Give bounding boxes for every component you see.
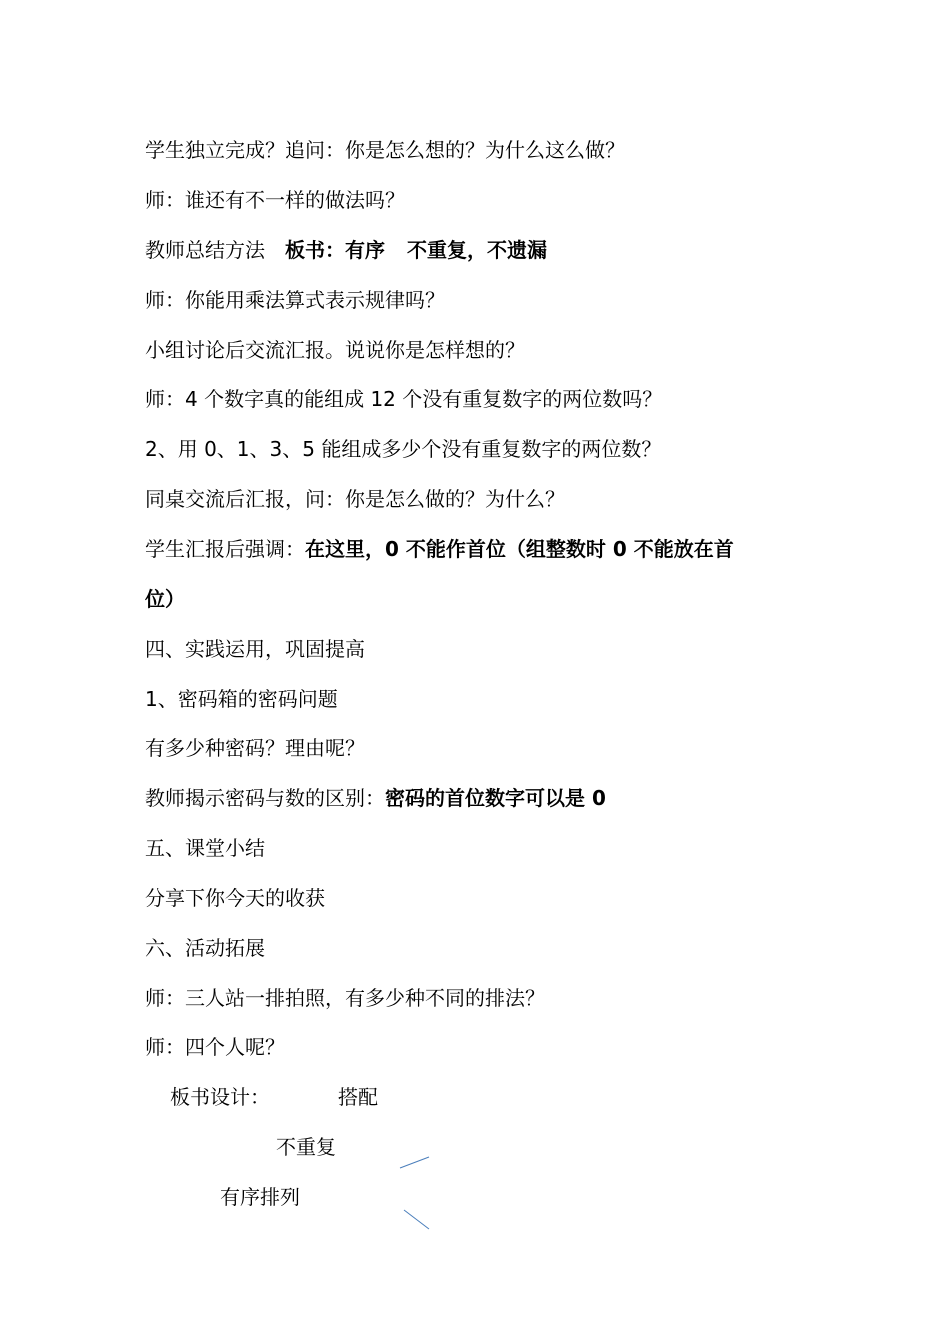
section-heading-4: 四、实践运用，巩固提高 — [145, 637, 365, 661]
paragraph-3-prefix: 教师总结方法 — [145, 238, 265, 262]
board-bottom-text: 有序排列 — [220, 1185, 300, 1209]
paragraph-10: 位） — [145, 587, 185, 611]
paragraph-19: 师：四个人呢？ — [145, 1035, 285, 1059]
section-heading-5: 五、课堂小结 — [145, 836, 265, 860]
paragraph-3-bold-a: 板书：有序 — [285, 238, 385, 262]
paragraph-9-bold: 在这里，0 不能作首位（组整数时 0 不能放在首 — [305, 537, 734, 561]
paragraph-12: 1、密码箱的密码问题 — [145, 687, 338, 711]
paragraph-16: 分享下你今天的收获 — [145, 886, 325, 910]
paragraph-7: 2、用 0、1、3、5 能组成多少个没有重复数字的两位数？ — [145, 437, 662, 461]
board-design-label: 板书设计： — [170, 1085, 270, 1109]
paragraph-13: 有多少种密码？理由呢？ — [145, 736, 365, 760]
paragraph-14-prefix: 教师揭示密码与数的区别： — [145, 786, 385, 810]
paragraph-1: 学生独立完成？追问：你是怎么想的？为什么这么做？ — [145, 138, 625, 162]
connector-line-upper — [400, 1157, 429, 1168]
paragraph-9-prefix: 学生汇报后强调： — [145, 537, 305, 561]
paragraph-8: 同桌交流后汇报，问：你是怎么做的？为什么？ — [145, 487, 565, 511]
section-heading-6: 六、活动拓展 — [145, 936, 265, 960]
paragraph-14-bold: 密码的首位数字可以是 0 — [385, 786, 606, 810]
paragraph-4: 师：你能用乘法算式表示规律吗？ — [145, 288, 445, 312]
connector-line-lower — [404, 1210, 429, 1229]
board-top-text: 搭配 — [338, 1085, 378, 1109]
board-middle-text: 不重复 — [276, 1135, 336, 1159]
paragraph-18: 师：三人站一排拍照，有多少种不同的排法？ — [145, 986, 545, 1010]
paragraph-3-bold-b: 不重复，不遗漏 — [407, 238, 547, 262]
paragraph-5: 小组讨论后交流汇报。说说你是怎样想的？ — [145, 338, 525, 362]
paragraph-2: 师：谁还有不一样的做法吗？ — [145, 188, 405, 212]
paragraph-6: 师：4 个数字真的能组成 12 个没有重复数字的两位数吗？ — [145, 387, 663, 411]
